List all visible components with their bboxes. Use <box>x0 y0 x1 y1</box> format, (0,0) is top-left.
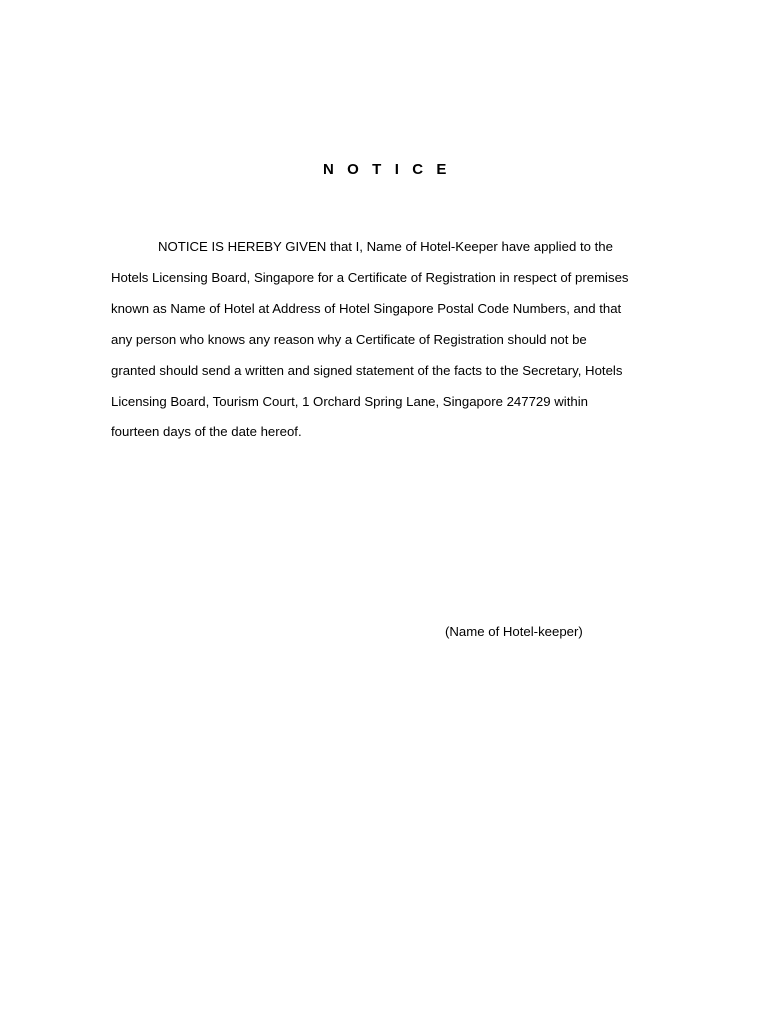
body-line: any person who knows any reason why a Certificate of Registration should not be <box>111 331 587 347</box>
body-line: known as Name of Hotel at Address of Hotel Singapore Postal Code Numbers, and that <box>111 300 622 316</box>
body-line: Hotels Licensing Board, Singapore for a Certificate of Registration in respect of premises <box>111 269 629 285</box>
body-line: fourteen days of the date hereof. <box>111 424 302 440</box>
signature-line: (Name of Hotel-keeper) <box>445 624 583 639</box>
notice-title: N O T I C E <box>322 161 452 178</box>
body-line: NOTICE IS HEREBY GIVEN that I, Name of Hotel-Keeper have applied to the <box>158 239 613 254</box>
body-line: Licensing Board, Tourism Court, 1 Orchard Spring Lane, Singapore 247729 within <box>111 393 588 409</box>
body-line: granted should send a written and signed statement of the facts to the Secretary, Hotels <box>111 362 623 378</box>
notice-body <box>111 232 681 448</box>
